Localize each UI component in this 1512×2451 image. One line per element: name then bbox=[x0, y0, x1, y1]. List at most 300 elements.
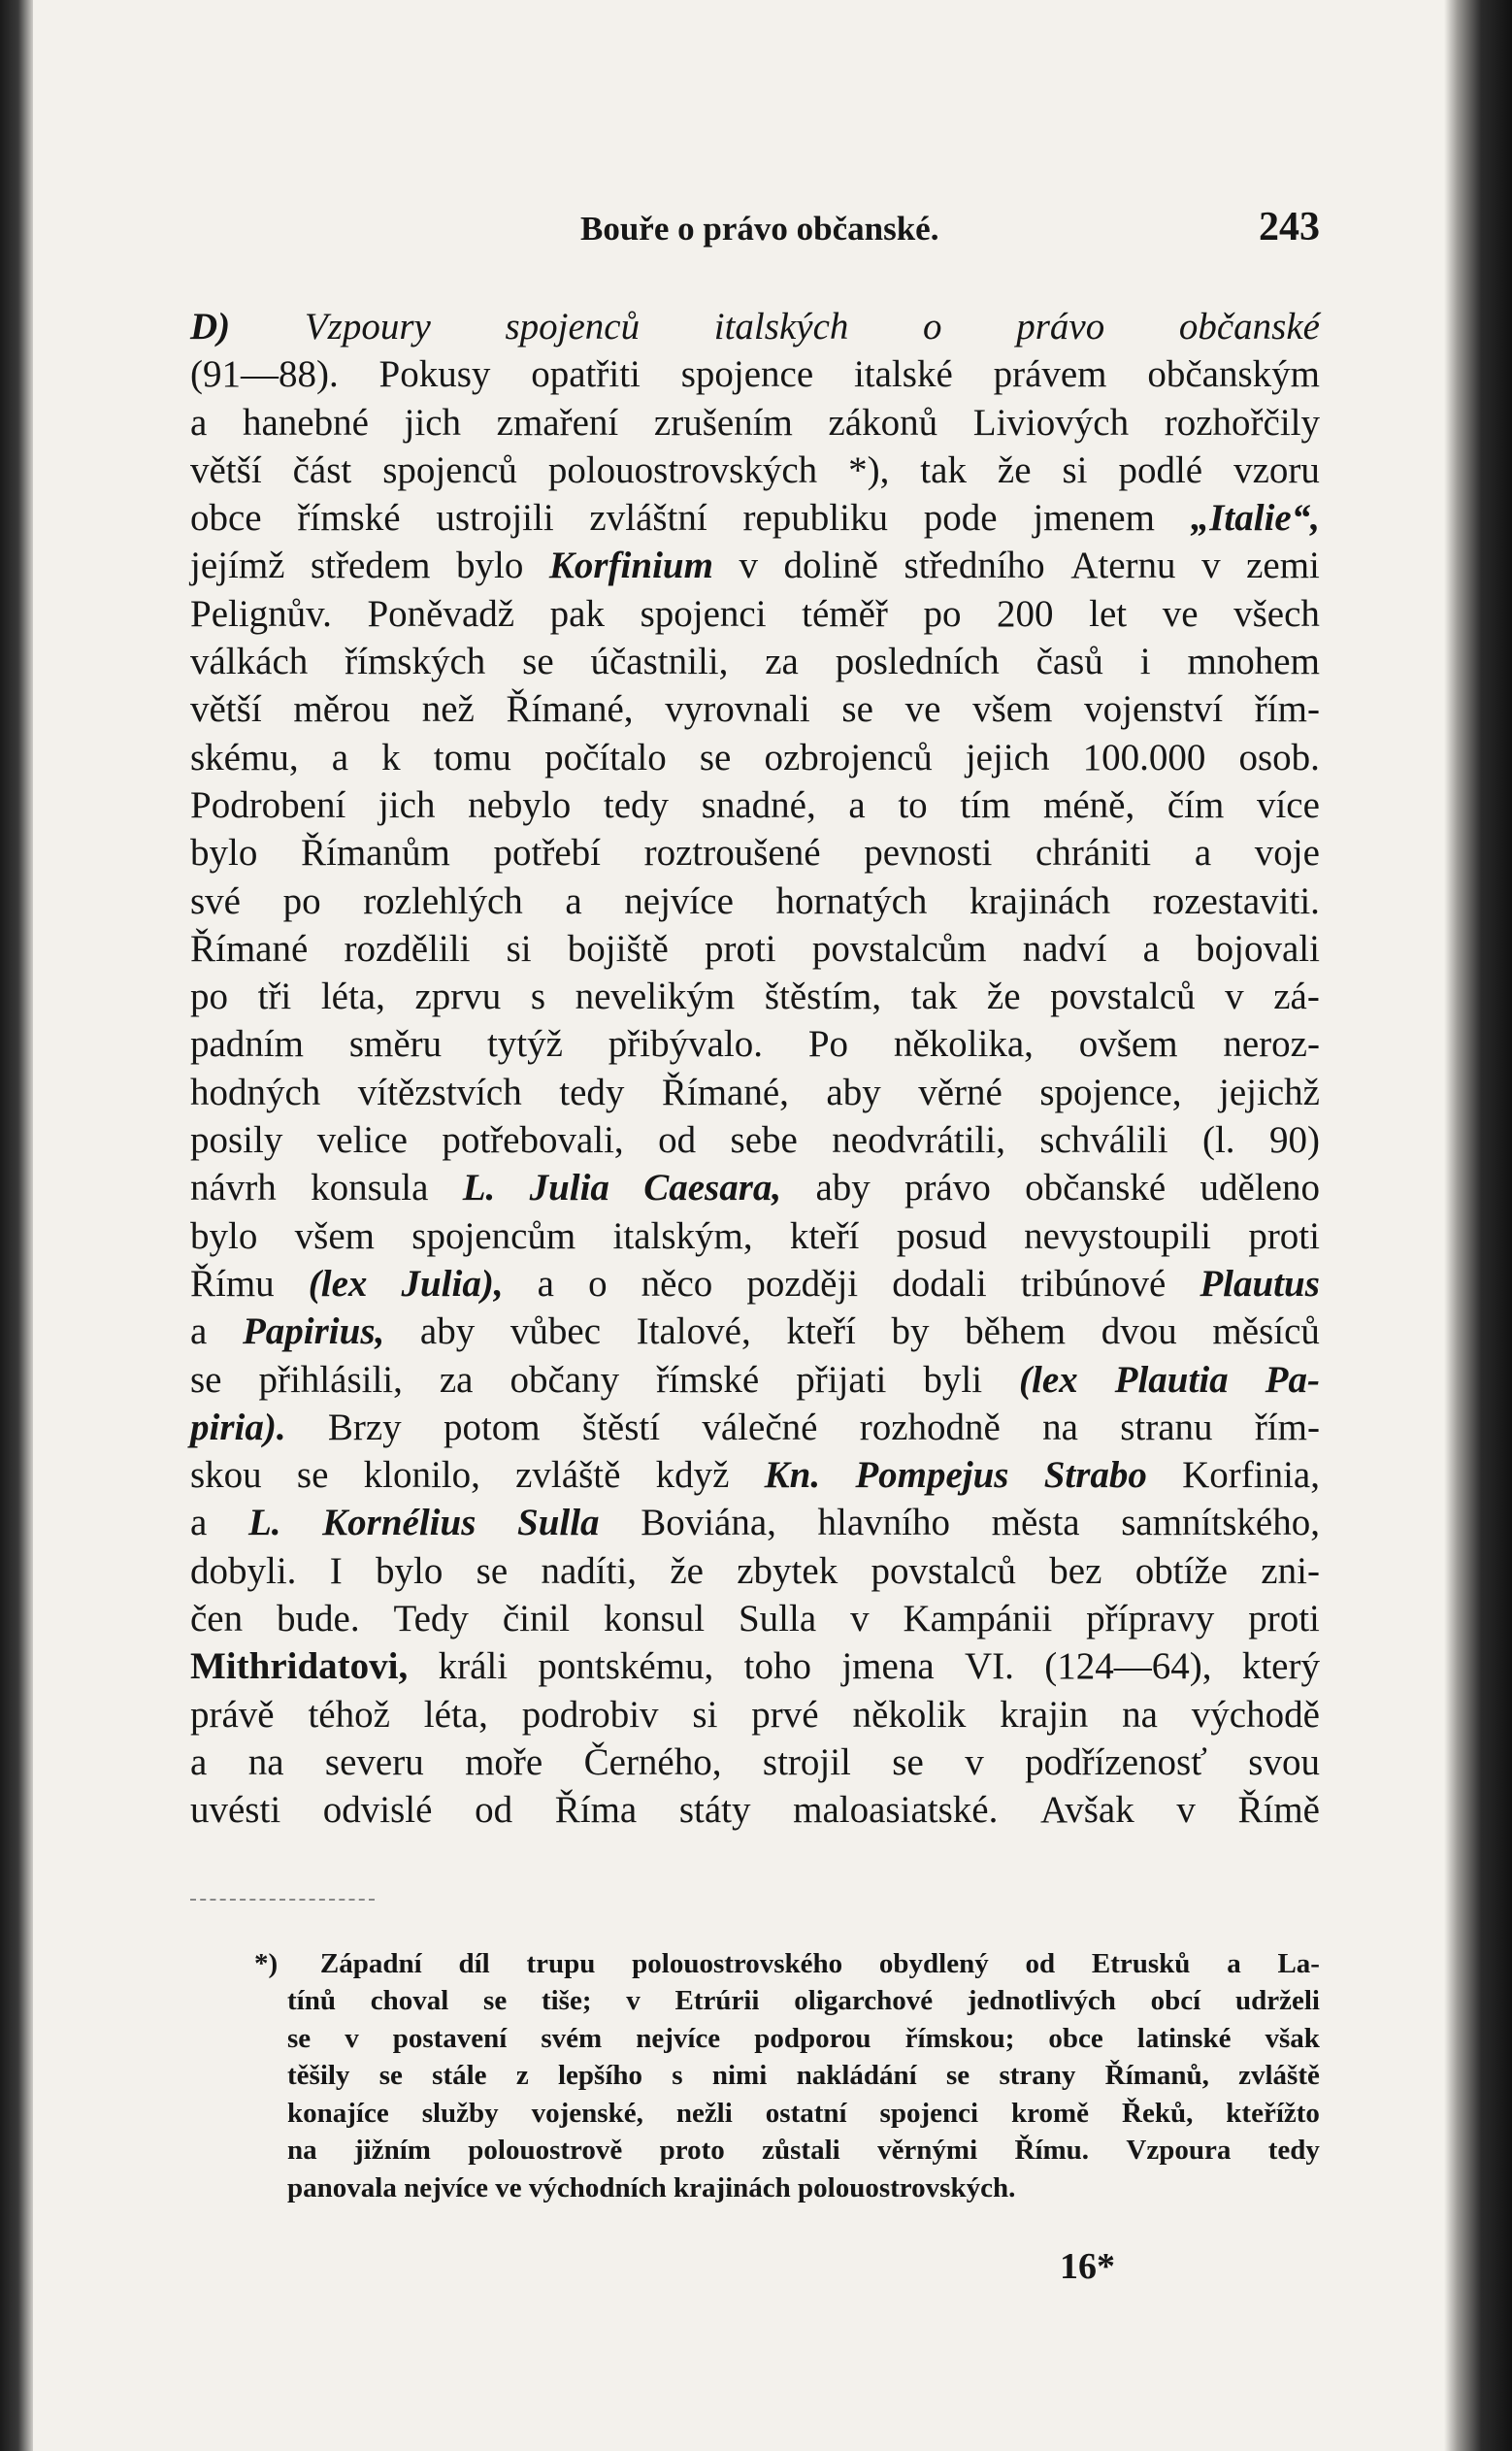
word: I bbox=[329, 1549, 343, 1592]
word: a bbox=[331, 736, 349, 778]
word: kteří bbox=[786, 1310, 856, 1353]
word: stranu bbox=[1120, 1406, 1213, 1448]
word: italské bbox=[853, 353, 953, 396]
word: Černého, bbox=[583, 1740, 722, 1783]
word: hlavního bbox=[817, 1502, 951, 1544]
text-line bbox=[190, 1308, 1320, 1355]
word: ozbrojenců bbox=[764, 736, 933, 778]
word: podlé bbox=[1118, 448, 1203, 491]
word: králi bbox=[438, 1645, 509, 1688]
footnote-word: kteřížto bbox=[1226, 2097, 1320, 2129]
word: Kampánii bbox=[903, 1598, 1053, 1640]
word: spojence, bbox=[1039, 1071, 1182, 1113]
text-line bbox=[190, 1786, 1320, 1834]
word: přijati bbox=[796, 1358, 887, 1401]
footnote-word: podporou bbox=[754, 2022, 871, 2054]
word: přibývalo. bbox=[608, 1023, 763, 1066]
word: spojencům bbox=[411, 1214, 576, 1257]
word: na bbox=[1122, 1693, 1158, 1736]
footnote-word: v bbox=[345, 2022, 359, 2054]
footnote-word: svém bbox=[541, 2022, 603, 2054]
word: Italové, bbox=[636, 1310, 751, 1353]
word: kteří bbox=[789, 1214, 860, 1257]
word: rozdělili bbox=[344, 927, 471, 970]
word: Římu bbox=[190, 1262, 275, 1305]
word: válkách bbox=[190, 641, 309, 683]
word: řím- bbox=[1254, 688, 1320, 731]
word: jmenem bbox=[1033, 497, 1155, 540]
word: let bbox=[1089, 592, 1128, 635]
word: Sulla bbox=[738, 1598, 817, 1640]
word: jejich bbox=[965, 736, 1050, 778]
word: a bbox=[190, 401, 208, 444]
footnote-word: La- bbox=[1277, 1947, 1320, 1979]
word: v bbox=[1201, 545, 1221, 587]
word: zbytek bbox=[737, 1549, 838, 1592]
footnote-word: na bbox=[287, 2135, 317, 2167]
word: počítalo bbox=[544, 736, 667, 778]
word: Římané, bbox=[506, 688, 634, 731]
word: uděleno bbox=[1200, 1167, 1320, 1209]
word: jejímž bbox=[190, 545, 285, 587]
footnote-word: latinské bbox=[1136, 2022, 1232, 2054]
word: tomu bbox=[433, 736, 511, 778]
word: voje bbox=[1254, 832, 1320, 875]
word: přihlásili, bbox=[258, 1358, 403, 1401]
word: skému, bbox=[190, 736, 299, 778]
word: bojovali bbox=[1196, 927, 1320, 970]
word: několik bbox=[852, 1693, 967, 1736]
word: činil bbox=[502, 1598, 571, 1640]
footnote-mark: *) bbox=[254, 1947, 279, 1979]
word: a bbox=[848, 783, 866, 826]
word: Plautia bbox=[1114, 1358, 1229, 1401]
word: by bbox=[891, 1310, 930, 1353]
word: léta, bbox=[320, 976, 385, 1018]
word: že bbox=[670, 1549, 704, 1592]
footnote-word: polouostrově bbox=[468, 2135, 623, 2167]
word: dvou bbox=[1101, 1310, 1177, 1353]
footnote-word: tedy bbox=[1267, 2135, 1320, 2167]
word: Papirius, bbox=[242, 1310, 385, 1353]
word: podřízenosť bbox=[1025, 1740, 1207, 1783]
word: obtíže bbox=[1134, 1549, 1228, 1592]
word: účastnili, bbox=[590, 641, 729, 683]
word: k bbox=[381, 736, 401, 778]
word: čím bbox=[1167, 783, 1225, 826]
word: maloasiatské. bbox=[793, 1789, 999, 1832]
word: spojenců bbox=[382, 448, 517, 491]
word: se bbox=[522, 641, 554, 683]
footnote-word: obcí bbox=[1150, 1985, 1201, 2017]
word: bylo bbox=[190, 1214, 258, 1257]
word: aby bbox=[419, 1310, 476, 1353]
word: si bbox=[506, 927, 532, 970]
footnote-line bbox=[287, 2132, 1320, 2169]
footnote-word: polouostrovského bbox=[632, 1947, 843, 1979]
book-page bbox=[190, 200, 1320, 2207]
word: si bbox=[692, 1693, 718, 1736]
word: bez bbox=[1049, 1549, 1102, 1592]
word: Strabo bbox=[1043, 1454, 1147, 1497]
word: (lex bbox=[308, 1262, 368, 1305]
footnote-word: jižním bbox=[354, 2135, 431, 2167]
word: spojenců bbox=[505, 306, 641, 348]
footnote-word: jednotlivých bbox=[967, 1985, 1116, 2017]
word: uvésti bbox=[190, 1789, 281, 1832]
word: aby bbox=[826, 1071, 881, 1113]
word: Pelignův. bbox=[190, 592, 332, 635]
word: občanským bbox=[1147, 353, 1320, 396]
word: bojiště bbox=[567, 927, 669, 970]
footnote-word: díl bbox=[458, 1947, 490, 1979]
word: že bbox=[986, 976, 1021, 1018]
word: východě bbox=[1191, 1693, 1320, 1736]
word: Boviána, bbox=[641, 1502, 776, 1544]
word: válečné bbox=[702, 1406, 818, 1448]
word: Říma bbox=[554, 1789, 638, 1832]
word: L. bbox=[462, 1167, 496, 1209]
footnote-word: strany bbox=[999, 2060, 1076, 2092]
word: několika, bbox=[893, 1023, 1034, 1066]
word: neroz- bbox=[1223, 1023, 1320, 1066]
word: 200 bbox=[997, 592, 1054, 635]
word: Tedy bbox=[393, 1598, 469, 1640]
word: který bbox=[1241, 1645, 1320, 1688]
word: klonilo, bbox=[363, 1454, 480, 1497]
footnote-word: římskou; bbox=[904, 2022, 1015, 2054]
footnote-word: z bbox=[515, 2060, 529, 2092]
word: Plautus bbox=[1200, 1262, 1320, 1305]
word: pevnosti bbox=[864, 832, 993, 875]
word: tedy bbox=[603, 783, 670, 826]
text-line bbox=[190, 1260, 1320, 1308]
word: o bbox=[588, 1262, 608, 1305]
word: Podrobení bbox=[190, 783, 346, 826]
word: návrh bbox=[190, 1167, 277, 1209]
text-line bbox=[190, 734, 1320, 781]
word: později bbox=[746, 1262, 859, 1305]
footnote-word: vojenské, bbox=[531, 2097, 643, 2129]
word: ve bbox=[904, 688, 941, 731]
footnote-word: zůstali bbox=[762, 2135, 840, 2167]
word: L. bbox=[247, 1502, 281, 1544]
footnote-word: služby bbox=[421, 2097, 499, 2129]
footnote-word: nakládání bbox=[796, 2060, 917, 2092]
word: Avšak bbox=[1039, 1789, 1134, 1832]
word: si bbox=[1062, 448, 1088, 491]
word: jejichž bbox=[1219, 1071, 1320, 1113]
footnote-word: se bbox=[945, 2060, 970, 2092]
word: vzoru bbox=[1233, 448, 1320, 491]
word: měsíců bbox=[1212, 1310, 1320, 1353]
text-line bbox=[190, 1020, 1320, 1068]
word: 100.000 bbox=[1082, 736, 1206, 778]
word: povstalcům bbox=[811, 927, 987, 970]
footnote-word: postavení bbox=[392, 2022, 508, 2054]
footnote-word: těšily bbox=[287, 2060, 350, 2092]
word: byli bbox=[923, 1358, 983, 1401]
word: časů bbox=[1035, 641, 1103, 683]
word: (lex bbox=[1019, 1358, 1078, 1401]
word: přípravy bbox=[1086, 1598, 1215, 1640]
word: léta, bbox=[423, 1693, 488, 1736]
word: všem bbox=[972, 688, 1053, 731]
word: konsula bbox=[311, 1167, 429, 1209]
word: nevystoupili bbox=[1024, 1214, 1212, 1257]
footnote-word: se bbox=[483, 1985, 508, 2017]
footnote-line bbox=[287, 1982, 1320, 2020]
footnote-word: spojenci bbox=[879, 2097, 979, 2129]
word: odvislé bbox=[322, 1789, 433, 1832]
word: Julia bbox=[529, 1167, 609, 1209]
header-title: Bouře o právo občanské. bbox=[580, 210, 939, 248]
word: italským, bbox=[612, 1214, 753, 1257]
word: v bbox=[1176, 1789, 1196, 1832]
word: tedy bbox=[559, 1071, 625, 1113]
footnote-word: obydlený bbox=[878, 1947, 989, 1979]
word: osob. bbox=[1238, 736, 1320, 778]
word: posud bbox=[896, 1214, 987, 1257]
footnote-line bbox=[287, 2095, 1320, 2133]
word: Kornélius bbox=[322, 1502, 477, 1544]
word: od bbox=[475, 1789, 513, 1832]
word: tytýž bbox=[486, 1023, 563, 1066]
footnote-word: nejvíce bbox=[636, 2022, 721, 2054]
footnote-word: kromě bbox=[1011, 2097, 1090, 2129]
text-line bbox=[190, 447, 1320, 494]
word: rozhořčily bbox=[1164, 401, 1320, 444]
word: a bbox=[1194, 832, 1212, 875]
word: větší bbox=[190, 448, 262, 491]
footnote-word: zvláště bbox=[1238, 2060, 1320, 2092]
word: vítězstvích bbox=[357, 1071, 522, 1113]
word: a bbox=[565, 879, 582, 922]
word: potřebí bbox=[493, 832, 601, 875]
word: dobyli. bbox=[190, 1549, 297, 1592]
word: bylo bbox=[376, 1549, 444, 1592]
text-line bbox=[190, 925, 1320, 973]
word: a bbox=[190, 1502, 208, 1544]
text-line bbox=[190, 829, 1320, 877]
text-line bbox=[190, 1212, 1320, 1260]
word: část bbox=[292, 448, 352, 491]
word: krajin bbox=[1000, 1693, 1089, 1736]
footnote-word: ostatní bbox=[765, 2097, 847, 2129]
text-line bbox=[190, 542, 1320, 589]
word: se bbox=[476, 1549, 509, 1592]
text-line bbox=[190, 1595, 1320, 1642]
word: zvláště bbox=[515, 1454, 621, 1497]
word: bude. bbox=[277, 1598, 360, 1640]
word: v bbox=[850, 1598, 870, 1640]
word: právě bbox=[190, 1693, 275, 1736]
word: schválili bbox=[1039, 1119, 1168, 1162]
word: své bbox=[190, 879, 241, 922]
word: v bbox=[1225, 976, 1244, 1018]
footnote-word: tínů bbox=[287, 1985, 336, 2017]
word: Pa- bbox=[1265, 1358, 1320, 1401]
word: na bbox=[247, 1740, 284, 1783]
word: velice bbox=[316, 1119, 408, 1162]
word: „Italie“, bbox=[1190, 497, 1320, 540]
footnote-word: Etrusků bbox=[1091, 1947, 1191, 1979]
footnote-word: Západní bbox=[319, 1947, 422, 1979]
word: snadné, bbox=[701, 783, 816, 826]
word: nevelikým bbox=[575, 976, 736, 1018]
word: dolině bbox=[783, 545, 878, 587]
word: nadíti, bbox=[541, 1549, 638, 1592]
word: Římě bbox=[1237, 1789, 1320, 1832]
footnote-word: oligarchové bbox=[794, 1985, 934, 2017]
word: směru bbox=[348, 1023, 443, 1066]
word: samnítského, bbox=[1121, 1502, 1320, 1544]
scan-edge-left bbox=[0, 0, 33, 2451]
page-number: 243 bbox=[1259, 205, 1320, 249]
word: sebe bbox=[730, 1119, 798, 1162]
word: pontskému, bbox=[538, 1645, 714, 1688]
word: štěstím, bbox=[764, 976, 882, 1018]
word: města bbox=[991, 1502, 1080, 1544]
word: potřebovali, bbox=[442, 1119, 624, 1162]
word: že bbox=[997, 448, 1032, 491]
word: Vzpoury bbox=[304, 306, 431, 348]
word: po bbox=[923, 592, 962, 635]
word: středem bbox=[311, 545, 431, 587]
word: tribúnové bbox=[1020, 1262, 1167, 1305]
word: piria). bbox=[190, 1406, 286, 1448]
word: řím- bbox=[1254, 1406, 1320, 1448]
word: obce bbox=[190, 497, 262, 540]
word: rozestaviti. bbox=[1152, 879, 1320, 922]
word: Poněvadž bbox=[367, 592, 515, 635]
word: republiku bbox=[742, 497, 888, 540]
word: Caesara, bbox=[643, 1167, 782, 1209]
footnote-word: od bbox=[1025, 1947, 1056, 1979]
word: nebylo bbox=[468, 783, 572, 826]
word: Mithridatovi, bbox=[190, 1645, 409, 1688]
word: během bbox=[965, 1310, 1067, 1353]
word: Sulla bbox=[517, 1502, 600, 1544]
text-line bbox=[190, 1069, 1320, 1116]
word: se bbox=[892, 1740, 924, 1783]
word: severu bbox=[324, 1740, 424, 1783]
word: středního bbox=[904, 545, 1045, 587]
word: Pompejus bbox=[855, 1454, 1009, 1497]
text-line bbox=[190, 1691, 1320, 1739]
word: vojenství bbox=[1084, 688, 1224, 731]
word: Římané, bbox=[661, 1071, 789, 1113]
text-line bbox=[190, 1547, 1320, 1595]
word: spojence bbox=[680, 353, 814, 396]
word: právo bbox=[904, 1167, 991, 1209]
word: občanské bbox=[1178, 306, 1320, 348]
word: opatřiti bbox=[531, 353, 641, 396]
word: s bbox=[530, 976, 546, 1018]
word: tři bbox=[257, 976, 292, 1018]
word: zni- bbox=[1261, 1549, 1320, 1592]
word: posily bbox=[190, 1119, 283, 1162]
word: mnohem bbox=[1187, 641, 1320, 683]
word: o bbox=[923, 306, 942, 348]
word: konsul bbox=[604, 1598, 706, 1640]
footnote-word: a bbox=[1227, 1947, 1241, 1979]
word: za bbox=[439, 1358, 474, 1401]
word: a bbox=[190, 1740, 208, 1783]
word: krajinách bbox=[970, 879, 1111, 922]
word: za bbox=[765, 641, 799, 683]
word: se bbox=[699, 736, 732, 778]
word: potom bbox=[443, 1406, 541, 1448]
word: na bbox=[1042, 1406, 1078, 1448]
word: ve bbox=[1162, 592, 1199, 635]
footnote-word: obce bbox=[1048, 2022, 1103, 2054]
text-line bbox=[190, 1739, 1320, 1786]
word: ovšem bbox=[1078, 1023, 1178, 1066]
text-line bbox=[190, 685, 1320, 733]
text-line bbox=[190, 1164, 1320, 1211]
word: to bbox=[898, 783, 928, 826]
word: tak bbox=[920, 448, 967, 491]
word: roztroušené bbox=[643, 832, 821, 875]
footnote-word: však bbox=[1265, 2022, 1320, 2054]
footnote-line bbox=[254, 1945, 1320, 1983]
word: toho bbox=[743, 1645, 811, 1688]
word: Liviových bbox=[972, 401, 1130, 444]
footnote-text: panovala nejvíce ve východních krajinách polouostrovských. bbox=[287, 2172, 1016, 2204]
text-line bbox=[190, 1451, 1320, 1499]
word: 90) bbox=[1268, 1119, 1320, 1162]
word: pode bbox=[923, 497, 998, 540]
word: dodali bbox=[892, 1262, 987, 1305]
running-header bbox=[190, 200, 1320, 258]
word: pak bbox=[549, 592, 605, 635]
text-line bbox=[190, 1642, 1320, 1690]
word: Korfinium bbox=[548, 545, 713, 587]
word: a bbox=[1142, 927, 1160, 970]
word: právo bbox=[1016, 306, 1105, 348]
word: v bbox=[965, 1740, 984, 1783]
footnote-word: Řeků, bbox=[1122, 2097, 1194, 2129]
word: státy bbox=[678, 1789, 751, 1832]
word: římských bbox=[345, 641, 486, 683]
word: Korfinia, bbox=[1182, 1454, 1320, 1497]
word: věrné bbox=[918, 1071, 1003, 1113]
word: vyrovnali bbox=[665, 688, 810, 731]
footnote-word: proto bbox=[659, 2135, 725, 2167]
word: zmaření bbox=[496, 401, 619, 444]
word: všech bbox=[1233, 592, 1320, 635]
word: a bbox=[190, 1310, 208, 1353]
word: D) bbox=[190, 306, 231, 348]
word: vůbec bbox=[509, 1310, 602, 1353]
word: téměř bbox=[802, 592, 888, 635]
text-line bbox=[190, 1499, 1320, 1546]
word: Aternu bbox=[1070, 545, 1176, 587]
word: něco bbox=[641, 1262, 713, 1305]
footnote-separator bbox=[190, 1899, 375, 1901]
word: spojenci bbox=[640, 592, 767, 635]
word: (124—64), bbox=[1044, 1645, 1212, 1688]
word: římské bbox=[297, 497, 401, 540]
word: právem bbox=[993, 353, 1107, 396]
body-text bbox=[190, 303, 1320, 1835]
word: čen bbox=[190, 1598, 244, 1640]
word: posledních bbox=[835, 641, 1000, 683]
word: bylo bbox=[456, 545, 524, 587]
footnote-word: se bbox=[378, 2060, 403, 2092]
word: hanebné bbox=[242, 401, 369, 444]
